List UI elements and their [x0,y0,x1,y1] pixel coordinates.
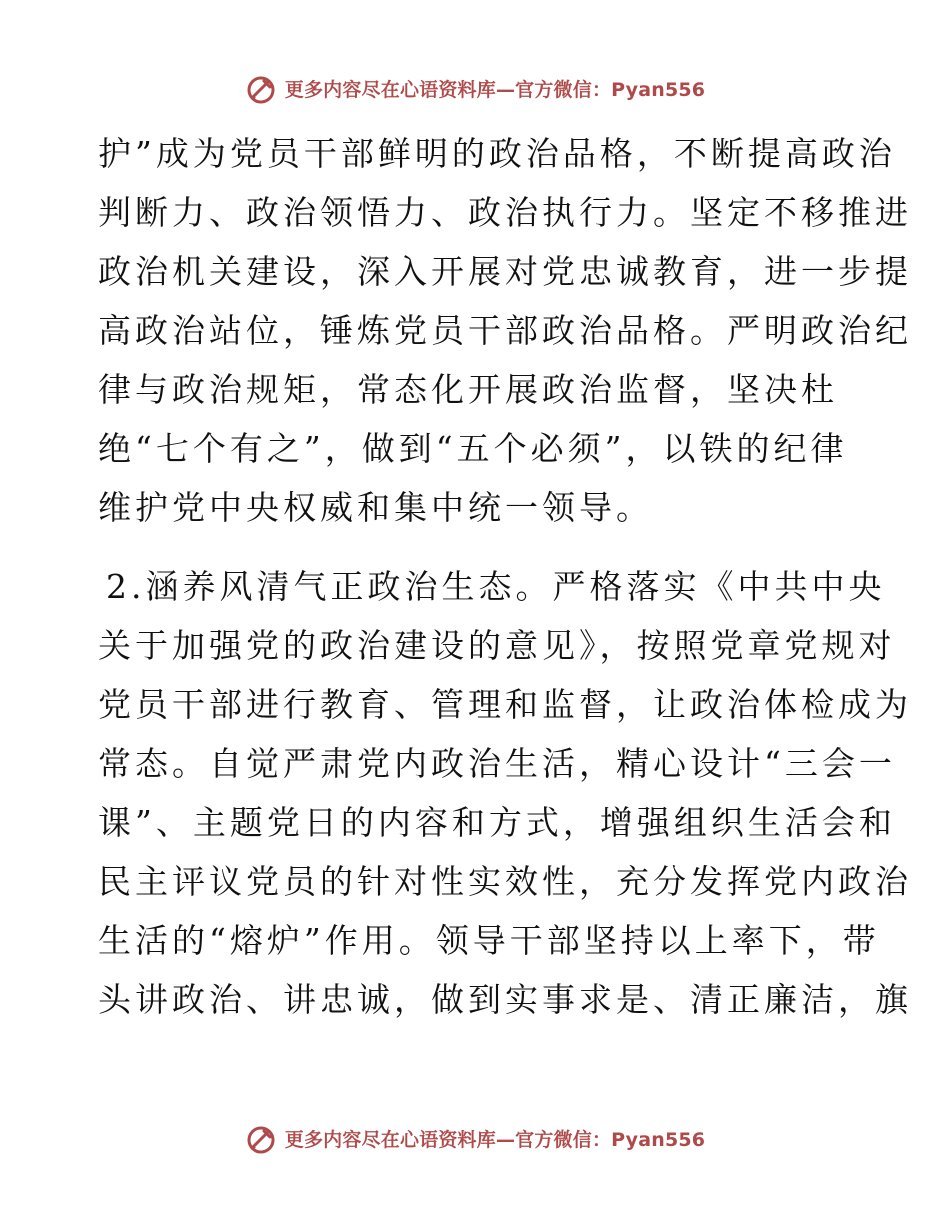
text-line: 课”、主题党日的内容和方式，增强组织生活会和 [98,803,896,842]
text-line: 关于加强党的政治建设的意见》，按照党章党规对 [98,626,896,665]
text-line: 律与政治规矩，常态化开展政治监督，坚决杜 [98,370,838,409]
text-line: 维护党中央权威和集中统一领导。 [98,488,653,527]
pen-logo-icon [245,1124,277,1156]
paragraph-spacer [98,537,858,557]
page-header-watermark [0,74,950,106]
header-watermark-text: 更多内容尽在心语资料库—官方微信：Pyan556 [284,78,706,101]
paragraph-political-character [98,124,912,537]
footer-watermark-text: 更多内容尽在心语资料库—官方微信：Pyan556 [284,1128,706,1151]
document-body [98,124,912,1029]
text-line: 绝“七个有之”，做到“五个必须”，以铁的纪律 [98,429,848,468]
text-line: 判断力、政治领悟力、政治执行力。坚定不移推进 [98,193,912,232]
text-line: 高政治站位，锤炼党员干部政治品格。严明政治纪 [98,311,912,350]
text-line: 生活的“熔炉”作用。领导干部坚持以上率下，带 [98,921,880,960]
text-line: 护”成为党员干部鲜明的政治品格，不断提高政治 [98,134,896,173]
section-heading-line: 2.涵养风清气正政治生态。严格落实《中共中央 [106,567,886,606]
pen-logo-icon [245,74,277,106]
paragraph-political-ecology [98,557,912,1029]
text-line: 党员干部进行教育、管理和监督，让政治体检成为 [98,685,912,724]
text-line: 常态。自觉严肃党内政治生活，精心设计“三会一 [98,744,896,783]
text-line: 头讲政治、讲忠诚，做到实事求是、清正廉洁，旗 [98,980,912,1019]
text-line: 政治机关建设，深入开展对党忠诚教育，进一步提 [98,252,912,291]
text-line: 民主评议党员的针对性实效性，充分发挥党内政治 [98,862,912,901]
page-footer-watermark [0,1124,950,1156]
